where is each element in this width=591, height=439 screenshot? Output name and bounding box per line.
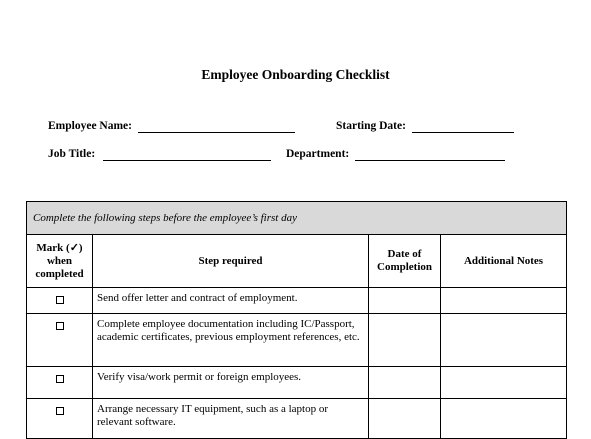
department-field[interactable]: [355, 160, 505, 161]
completion-checkbox[interactable]: [56, 322, 64, 330]
completion-checkbox[interactable]: [56, 296, 64, 304]
date-cell[interactable]: [369, 367, 441, 399]
step-cell: Verify visa/work permit or foreign employees.: [93, 367, 369, 399]
notes-cell[interactable]: [441, 399, 567, 439]
checklist-banner: Complete the following steps before the employee’s first day: [27, 202, 567, 235]
checklist-title: Employee Onboarding Checklist: [201, 67, 390, 82]
employee-name-label: Employee Name:: [48, 120, 132, 132]
mark-cell: [27, 367, 93, 399]
date-column-header: Date of Completion: [369, 235, 441, 288]
starting-date-field[interactable]: [412, 132, 514, 133]
onboarding-checklist-table: [26, 201, 567, 439]
date-cell[interactable]: [369, 399, 441, 439]
header-row: [27, 235, 567, 288]
step-column-header: Step required: [93, 235, 369, 288]
mark-cell: [27, 288, 93, 314]
step-cell: Complete employee documentation including IC/Passport, academic certificates, previous employment references, etc.: [93, 314, 369, 367]
mark-cell: [27, 399, 93, 439]
employee-name-field[interactable]: [138, 132, 295, 133]
job-title-field[interactable]: [103, 160, 271, 161]
mark-column-header: Mark (✓) when completed: [27, 235, 93, 288]
job-title-label: Job Title:: [48, 148, 96, 160]
step-cell: Send offer letter and contract of employment.: [93, 288, 369, 314]
table-row: [27, 288, 567, 314]
date-cell[interactable]: [369, 314, 441, 367]
table-row: [27, 399, 567, 439]
notes-cell[interactable]: [441, 288, 567, 314]
starting-date-label: Starting Date:: [336, 120, 406, 132]
table-row: [27, 367, 567, 399]
notes-cell[interactable]: [441, 367, 567, 399]
step-cell: Arrange necessary IT equipment, such as a laptop or relevant software.: [93, 399, 369, 439]
completion-checkbox[interactable]: [56, 375, 64, 383]
department-label: Department:: [286, 148, 350, 160]
mark-cell: [27, 314, 93, 367]
completion-checkbox[interactable]: [56, 407, 64, 415]
date-cell[interactable]: [369, 288, 441, 314]
notes-column-header: Additional Notes: [441, 235, 567, 288]
table-row: [27, 314, 567, 367]
checklist-banner-row: [27, 202, 567, 235]
notes-cell[interactable]: [441, 314, 567, 367]
